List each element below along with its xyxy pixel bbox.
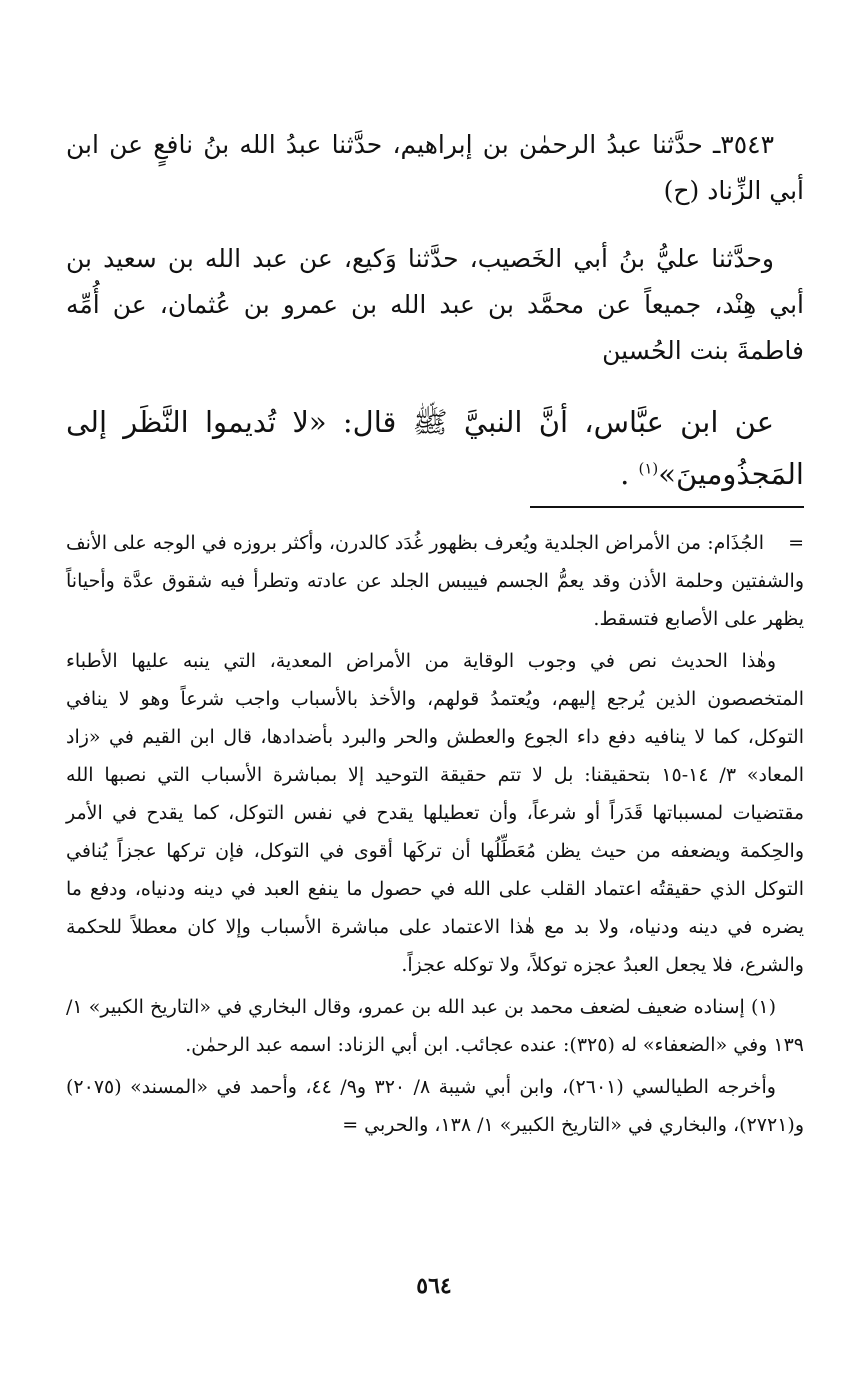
footnotes [66,524,804,1148]
footnote-judham-text: الجُذَام: من الأمراض الجلدية ويُعرف بظهور غُدَد كالدرن، وأكثر بروزه في الوجه على الأنف والشفتين وحلمة الأذن وقد يعمُّ الجسم فييبس الجلد عن عادته وتطرأ فيه شقوق عدَّة وأحياناً يظهر على الأصابع فتسقط. [66,532,804,630]
footnote-commentary: وهٰذا الحديث نص في وجوب الوقاية من الأمراض المعدية، التي ينبه عليها الأطباء المتخصصون الذين يُرجع إليهم، ويُعتمدُ قولهم، والأخذ بالأسباب واجب شرعاً وهو لا ينافي التوكل، كما لا ينافيه دفع داء الجوع والعطش والحر والبرد بأضدادها، قال ابن القيم في «زاد المعاد» ٣/ ١٤-١٥ بتحقيقنا: بل لا تتم حقيقة التوحيد إلا بمباشرة الأسباب التي نصبها الله مقتضيات لمسبباتها قَدَراً أو شرعاً، وأن تعطيلها يقدح في نفس التوكل، كما يقدح في الأمر والحِكمة ويضعفه من حيث يظن مُعَطِّلُها أن تركَها أقوى في التوكل، فإن تركها عجزاً يُنافي التوكل الذي حقيقتُه اعتماد القلب على الله في حصول ما ينفع العبد في دينه ودنياه، ودفع ما يضره في دينه ودنياه، ولا بد مع هٰذا الاعتماد على مباشرة الأسباب وإلا كان معطلاً للحكمة والشرع، فلا يجعل العبدُ عجزه توكلاً، ولا توكله عجزاً. [66,650,804,976]
footnote-1: (١) إسناده ضعيف لضعف محمد بن عبد الله بن عمرو، وقال البخاري في «التاريخ الكبير» ١/ ١٣٩ وفي «الضعفاء» له (٣٢٥): عنده عجائب. ابن أبي الزناد: اسمه عبد الرحمٰن. [66,996,804,1056]
hadith-text: عن ابن عبَّاس، أنَّ النبيَّ ﷺ قال: «لا تُديموا النَّظَر إلى المَجذُومينَ» [66,405,804,491]
footnote-marker: (١) [638,459,659,478]
hadith-matn [66,396,804,500]
footnote-1-takhrij: وأخرجه الطيالسي (٢٦٠١)، وابن أبي شيبة ٨/ ٣٢٠ و٩/ ٤٤، وأحمد في «المسند» (٢٠٧٥) و(٢٧٢١)، والبخاري في «التاريخ الكبير» ١/ ١٣٨، والحربي = [66,1076,804,1136]
page-number: ٥٦٤ [416,1273,452,1299]
hadith-isnad-2: وحدَّثنا عليُّ بنُ أبي الخَصيب، حدَّثنا وَكيع، عن عبد الله بن سعيد بن أبي هِنْد، جميعاً عن محمَّد بن عبد الله بن عمرو بن عُثمان، عن أُمِّه فاطمةَ بنت الحُسين [66,244,804,365]
footnote-judham [66,524,804,638]
continuation-mark: = [788,532,804,554]
footnote-divider [530,506,804,508]
hadith-isnad-1: ٣٥٤٣ـ حدَّثنا عبدُ الرحمٰن بن إبراهيم، حدَّثنا عبدُ الله بنُ نافعٍ عن ابن أبي الزِّناد (ح) [66,130,804,205]
main-text [66,122,804,500]
hadith-end-mark: . [620,457,630,491]
